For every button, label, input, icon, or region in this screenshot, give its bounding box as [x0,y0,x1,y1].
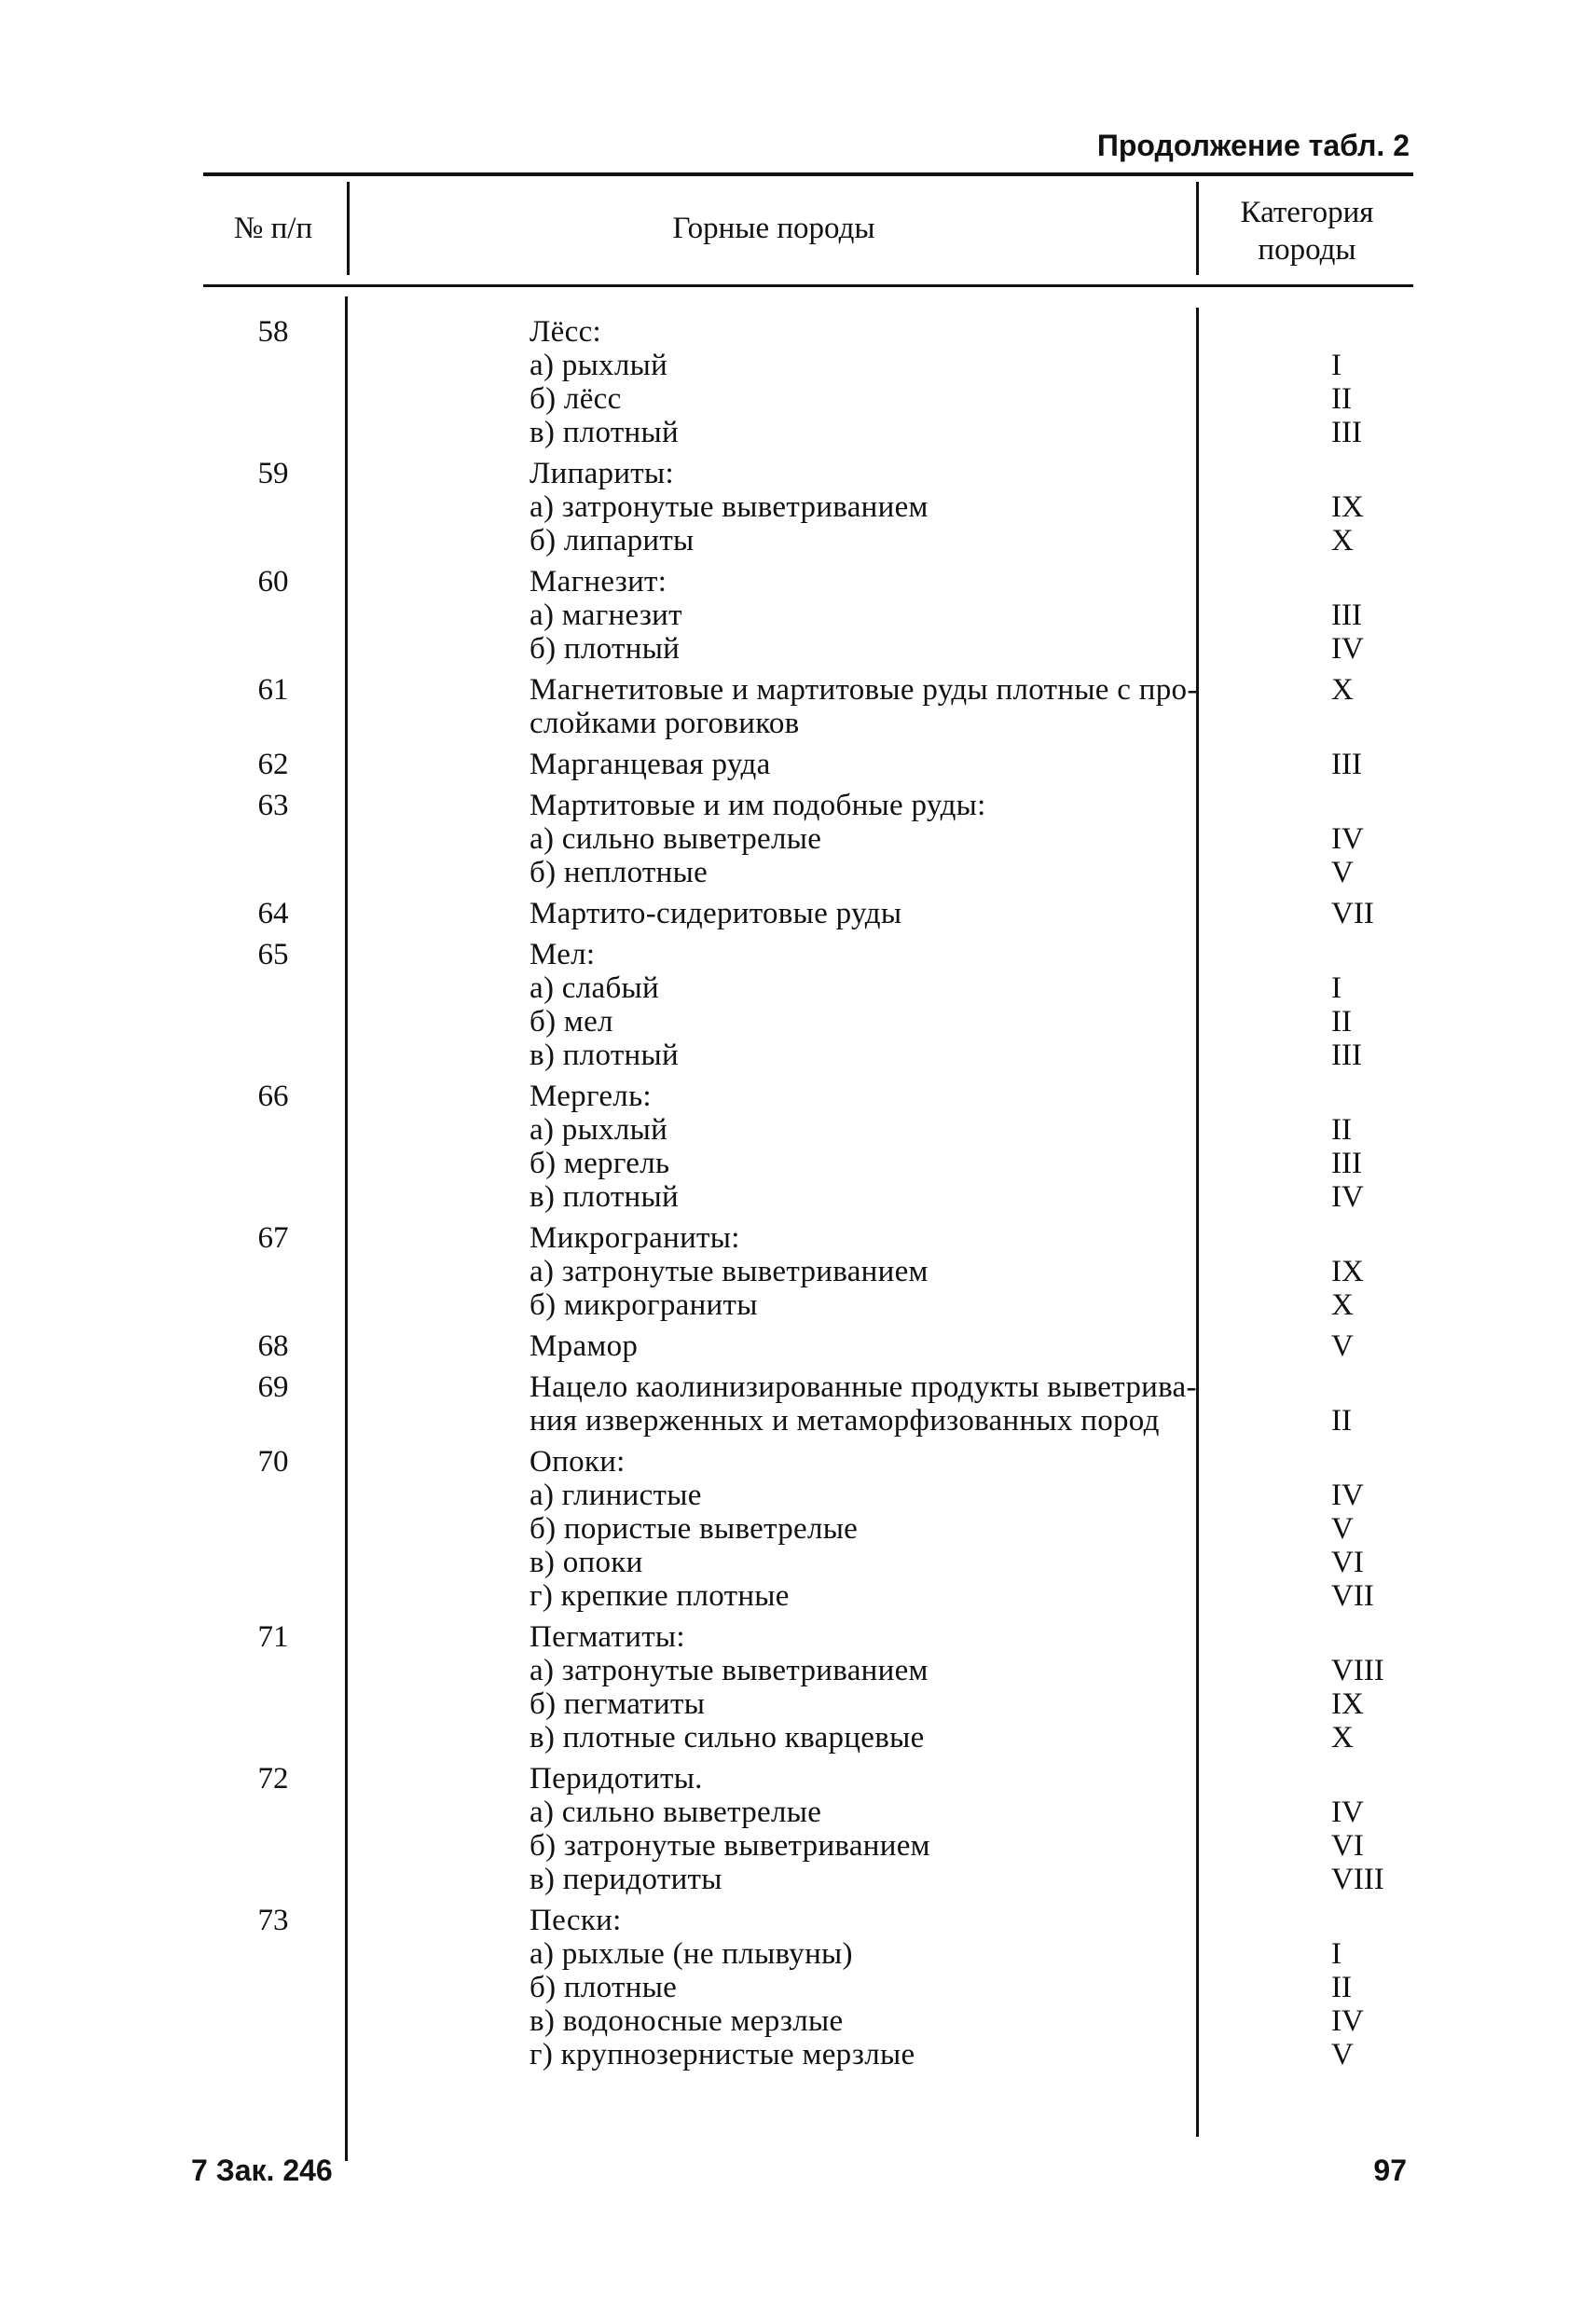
header-divider-left [347,182,350,275]
rock-name: Перидотиты. [530,1762,703,1796]
row-subitem [203,1512,1413,1546]
row-spacer [203,1072,1413,1080]
rock-category: IV [1331,1479,1364,1512]
table-continued-label: Продолжение табл. 2 [1096,129,1410,162]
table-row [203,938,1413,1080]
rock-variant: б) затронутые выветриванием [530,1829,930,1863]
row-title-line [203,1080,1413,1113]
rock-category: IV [1331,822,1364,856]
column-header-rock: Горные породы [672,212,875,245]
row-spacer [203,2071,1413,2079]
row-number-blank [203,1113,343,1147]
row-subitem [203,1579,1413,1613]
table-row [203,457,1413,565]
rock-category: II [1331,1005,1352,1039]
row-spacer [203,1755,1413,1762]
column-header-category-line1: Категория [1240,196,1374,229]
row-number: 66 [257,1080,289,1113]
rock-category [1331,457,1413,490]
table-row [203,673,1413,748]
rock-name: Опоки: [530,1445,626,1479]
column-header-number: № п/п [233,212,313,245]
row-number-blank [203,416,343,449]
rock-category [1331,315,1413,349]
row-number: 63 [257,789,289,822]
row-spacer [203,889,1413,897]
rock-category: III [1331,1147,1362,1180]
row-spacer [203,930,1413,938]
row-number: 60 [257,565,289,599]
order-reference: 7 Зак. 246 [191,2154,333,2187]
row-number: 58 [257,315,289,349]
row-number: 71 [257,1620,289,1654]
row-number-blank [203,524,343,557]
rock-category: X [1331,524,1354,557]
rock-name: Микрограниты: [530,1221,740,1255]
rock-category: II [1331,1971,1352,2004]
row-spacer [203,666,1413,673]
rock-category [1331,1370,1413,1404]
row-number-blank [203,1863,343,1896]
rock-name: Марганцевая руда [530,748,771,781]
header-divider-right [1196,182,1199,275]
rock-category: IV [1331,1796,1364,1829]
row-spacer [203,1896,1413,1904]
table-header-rule [203,284,1413,287]
rock-variant: в) плотный [530,1180,679,1214]
rock-category: II [1331,1404,1352,1438]
row-spacer [203,1214,1413,1221]
rock-variant: в) перидотиты [530,1863,722,1896]
rock-category [1331,938,1413,971]
rock-name: Мартито-сидеритовые руды [530,897,902,930]
row-number-blank [203,856,343,889]
rock-name: Лёсс: [530,315,601,349]
rock-category: I [1331,349,1341,382]
rock-variant: б) липариты [530,524,695,557]
row-spacer [203,740,1413,748]
row-title-line [203,1329,1413,1363]
row-title-line [203,457,1413,490]
row-subitem [203,490,1413,524]
table-row [203,1620,1413,1762]
rock-category: VI [1331,1546,1364,1579]
row-title-line [203,897,1413,930]
row-subitem [203,2038,1413,2071]
rock-category: V [1331,1329,1354,1363]
table-row [203,1762,1413,1904]
row-subitem [203,856,1413,889]
rock-category: VII [1331,897,1374,930]
row-number-blank [203,1579,343,1613]
row-subitem [203,707,1413,740]
rock-name: Мел: [530,938,596,971]
row-subitem [203,2004,1413,2038]
table-row [203,1221,1413,1329]
row-title-line [203,673,1413,707]
row-number-blank [203,1721,343,1755]
row-number-blank [203,490,343,524]
row-subitem [203,1546,1413,1579]
rock-category: VIII [1331,1654,1384,1687]
row-number-blank [203,1147,343,1180]
rock-variant: в) водоносные мерзлые [530,2004,844,2038]
rock-category: IX [1331,1687,1364,1721]
row-subitem [203,1288,1413,1322]
rock-category: VII [1331,1579,1374,1613]
rock-variant: а) рыхлые (не плывуны) [530,1937,853,1971]
row-number: 61 [257,673,289,707]
rock-category: V [1331,2038,1354,2071]
row-subitem [203,1005,1413,1039]
row-number-blank [203,1654,343,1687]
row-title-line [203,789,1413,822]
rock-category: III [1331,1039,1362,1072]
rock-category [1331,789,1413,822]
rock-category [1331,1445,1413,1479]
row-number-blank [203,1288,343,1322]
rock-variant: в) плотный [530,416,679,449]
row-subitem [203,1404,1413,1438]
rock-name: Магнезит: [530,565,667,599]
row-number-blank [203,1404,343,1438]
row-subitem [203,1721,1413,1755]
rock-category: IV [1331,632,1364,666]
row-number: 72 [257,1762,289,1796]
row-subitem [203,1479,1413,1512]
table-top-rule [203,172,1413,176]
row-title-line [203,1370,1413,1404]
row-number: 68 [257,1329,289,1363]
rock-category: I [1331,971,1341,1005]
row-spacer [203,1322,1413,1329]
rock-category: III [1331,748,1362,781]
rock-variant: а) затронутые выветриванием [530,490,929,524]
rock-category [1331,1904,1413,1937]
rock-name: Мартитовые и им подобные руды: [530,789,986,822]
rock-name: Магнетитовые и мартитовые руды плотные с про- [530,673,1198,707]
rock-name: Пески: [530,1904,622,1937]
row-number-blank [203,1479,343,1512]
rock-variant: б) микрограниты [530,1288,758,1322]
row-number-blank [203,707,343,740]
rock-variant: а) сильно выветрелые [530,822,822,856]
row-subitem [203,1255,1413,1288]
rock-variant: а) магнезит [530,599,682,632]
rock-category [1331,1762,1413,1796]
row-number-blank [203,971,343,1005]
rock-category: X [1331,1721,1354,1755]
rock-category: IX [1331,1255,1364,1288]
row-number-blank [203,1937,343,1971]
row-number-blank [203,1687,343,1721]
row-number: 65 [257,938,289,971]
row-subitem [203,1180,1413,1214]
row-subitem [203,1113,1413,1147]
row-number-blank [203,1255,343,1288]
rock-variant: г) крепкие плотные [530,1579,790,1613]
rock-variant: а) затронутые выветриванием [530,1654,929,1687]
rock-variant: а) рыхлый [530,349,668,382]
row-number: 64 [257,897,289,930]
row-number-blank [203,632,343,666]
rock-category [1331,1080,1413,1113]
row-title-line [203,1445,1413,1479]
table-row [203,315,1413,457]
row-spacer [203,1363,1413,1370]
rock-variant: б) пористые выветрелые [530,1512,859,1546]
rock-category: III [1331,416,1362,449]
rock-category: VI [1331,1829,1364,1863]
rock-variant: а) затронутые выветриванием [530,1255,929,1288]
row-spacer [203,449,1413,457]
row-spacer [203,557,1413,565]
rock-category: X [1331,1288,1354,1322]
row-subitem [203,599,1413,632]
row-title-line [203,748,1413,781]
rock-variant: б) плотные [530,1971,678,2004]
table-row [203,748,1413,789]
row-subitem [203,1039,1413,1072]
column-header-category [1201,194,1413,268]
column-header-category-line2: породы [1258,233,1356,267]
row-number: 73 [257,1904,289,1937]
row-title-line [203,1620,1413,1654]
row-subitem [203,382,1413,416]
rock-name: Мрамор [530,1329,639,1363]
row-subitem [203,1971,1413,2004]
row-number-blank [203,1039,343,1072]
row-title-line [203,1762,1413,1796]
row-number-blank [203,382,343,416]
rock-category: V [1331,856,1354,889]
rock-name: Мергель: [530,1080,652,1113]
row-number-blank [203,349,343,382]
rock-name: Пегматиты: [530,1620,685,1654]
rock-variant: а) глинистые [530,1479,702,1512]
row-spacer [203,781,1413,789]
row-subitem [203,1937,1413,1971]
row-number-blank [203,1829,343,1863]
rock-category [1331,707,1413,740]
rock-category: III [1331,599,1362,632]
row-subitem [203,971,1413,1005]
row-title-line [203,315,1413,349]
row-number: 69 [257,1370,289,1404]
row-subitem [203,632,1413,666]
row-subitem [203,1796,1413,1829]
rock-category: IX [1331,490,1364,524]
rock-variant: б) плотный [530,632,681,666]
rock-variant: г) крупнозернистые мерзлые [530,2038,915,2071]
table-row [203,1904,1413,2079]
row-subitem [203,1863,1413,1896]
row-title-line [203,1221,1413,1255]
rock-name: Нацело каолинизированные продукты выветрива- [530,1370,1197,1404]
rock-variant: а) слабый [530,971,659,1005]
row-number-blank [203,822,343,856]
row-subitem [203,1829,1413,1863]
row-subitem [203,1147,1413,1180]
row-number: 59 [257,457,289,490]
rock-variant: в) плотный [530,1039,679,1072]
row-number-blank [203,2004,343,2038]
row-number-blank [203,1512,343,1546]
row-subitem [203,349,1413,382]
row-title-line [203,565,1413,599]
rock-variant: б) пегматиты [530,1687,706,1721]
table-row [203,1445,1413,1620]
row-number-blank [203,1180,343,1214]
rock-variant: ния изверженных и метаморфизованных пород [530,1404,1160,1438]
row-number-blank [203,2038,343,2071]
row-number-blank [203,1005,343,1039]
rock-name: Липариты: [530,457,674,490]
table-row [203,789,1413,897]
rock-variant: а) сильно выветрелые [530,1796,822,1829]
row-number: 67 [257,1221,289,1255]
rock-category [1331,565,1413,599]
row-number-blank [203,1546,343,1579]
row-number-blank [203,599,343,632]
table-row [203,897,1413,938]
rock-category [1331,1620,1413,1654]
rock-variant: б) мел [530,1005,613,1039]
row-subitem [203,416,1413,449]
rock-category [1331,1221,1413,1255]
rock-category: V [1331,1512,1354,1546]
rock-category: IV [1331,1180,1364,1214]
rock-category: I [1331,1937,1341,1971]
rock-variant: б) лёсс [530,382,622,416]
rock-category: X [1331,673,1354,707]
row-subitem [203,1654,1413,1687]
rock-category: II [1331,1113,1352,1147]
row-subitem [203,1687,1413,1721]
rock-variant: а) рыхлый [530,1113,668,1147]
rock-category: VIII [1331,1863,1384,1896]
row-number-blank [203,1796,343,1829]
table-row [203,565,1413,673]
table-row [203,1370,1413,1445]
row-number-blank [203,1971,343,2004]
rock-category: II [1331,382,1352,416]
table-row [203,1329,1413,1370]
row-subitem [203,822,1413,856]
rock-variant: слойками роговиков [530,707,800,740]
page-number: 97 [1373,2154,1407,2187]
rock-variant: в) опоки [530,1546,643,1579]
row-spacer [203,1613,1413,1620]
table-body [203,315,1413,2079]
row-spacer [203,1438,1413,1445]
rock-variant: б) неплотные [530,856,709,889]
row-number: 70 [257,1445,289,1479]
row-title-line [203,1904,1413,1937]
row-number: 62 [257,748,289,781]
row-title-line [203,938,1413,971]
table-row [203,1080,1413,1221]
row-subitem [203,524,1413,557]
rock-variant: в) плотные сильно кварцевые [530,1721,925,1755]
rock-category: IV [1331,2004,1364,2038]
rock-variant: б) мергель [530,1147,670,1180]
